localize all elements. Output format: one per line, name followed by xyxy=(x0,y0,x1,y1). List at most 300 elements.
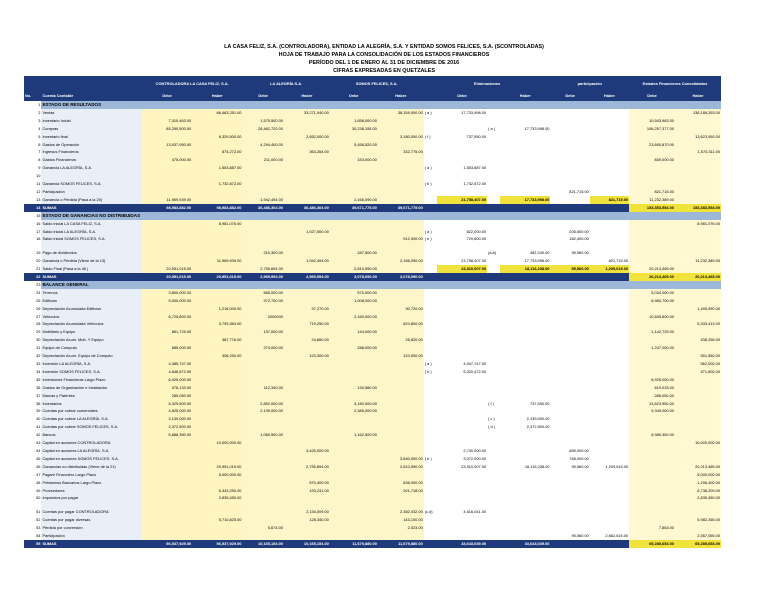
amount-cell xyxy=(284,423,330,431)
account-name: Ganancia o Pérdida (Pasa a la 20) xyxy=(41,196,141,204)
amount-cell xyxy=(142,479,192,487)
amount-cell xyxy=(378,188,424,196)
account-name: Capital en acciones SOMOS FELICES, S.A. xyxy=(41,455,141,463)
reference-cell xyxy=(424,352,437,360)
account-name: Terrenos xyxy=(41,289,141,297)
reference-cell xyxy=(487,344,500,352)
amount-cell: 10,543,963.00 xyxy=(629,117,675,125)
amount-cell: 3,425,000.00 xyxy=(284,447,330,455)
amount-cell xyxy=(242,305,284,313)
account-name: SUMAS xyxy=(41,540,141,548)
amount-cell xyxy=(242,235,284,243)
reference-cell xyxy=(487,540,500,548)
amount-cell xyxy=(629,148,675,156)
amount-cell: 6,738,209.00 xyxy=(675,487,721,495)
amount-cell: 6,925,000.00 xyxy=(142,376,192,384)
amount-cell xyxy=(500,479,550,487)
account-name: Impuestos por pagar xyxy=(41,494,141,502)
amount-cell: 86,463,251.00 xyxy=(192,109,242,117)
reference-cell xyxy=(487,352,500,360)
reference-cell xyxy=(424,265,437,273)
amount-cell xyxy=(142,180,192,188)
reference-cell: ( f ) xyxy=(424,133,437,141)
account-name: Saldo Final (Pasa a la 46 ) xyxy=(41,265,141,273)
amount-cell xyxy=(675,228,721,236)
amount-cell xyxy=(192,196,242,204)
amount-cell xyxy=(675,508,721,516)
row-number: 33 xyxy=(36,361,41,366)
amount-cell: 2,969,994.00 xyxy=(242,273,284,281)
amount-cell xyxy=(500,164,550,172)
amount-cell xyxy=(378,328,424,336)
account-name: Ganancia SOMOS FELICES, S.A. xyxy=(41,180,141,188)
amount-cell xyxy=(629,368,675,376)
group-la-alegria: LA ALEGRÍA S.A. xyxy=(242,76,329,91)
reference-cell xyxy=(487,532,500,540)
amount-cell xyxy=(675,328,721,336)
reference-cell xyxy=(487,439,500,447)
reference-cell xyxy=(487,328,500,336)
table-row xyxy=(24,487,721,495)
row-number: 21 xyxy=(36,266,41,272)
amount-cell xyxy=(378,265,424,273)
table-row xyxy=(24,257,721,265)
col-haber: Haber xyxy=(192,91,242,101)
account-name: Cuentas por pagar CONTROLADORA xyxy=(41,508,141,516)
account-name: Compras xyxy=(41,125,141,133)
column-header xyxy=(24,91,721,101)
table-row xyxy=(24,117,721,125)
account-name: Capital en acciones LA ALEGRÍA, S.A. xyxy=(41,447,141,455)
amount-cell: 2,139,000.00 xyxy=(500,415,550,423)
amount-cell xyxy=(590,133,629,141)
amount-cell xyxy=(284,220,330,228)
amount-cell xyxy=(629,320,675,328)
amount-cell: 18,116,238.00 xyxy=(500,265,550,273)
header-spacer xyxy=(24,76,41,91)
group-consolidados: Estados Financieros Consolidados xyxy=(629,76,721,91)
amount-cell xyxy=(550,257,589,265)
amount-cell xyxy=(142,447,192,455)
amount-cell xyxy=(629,532,675,540)
reference-cell xyxy=(424,392,437,400)
row-number: 17 xyxy=(36,228,41,234)
amount-cell xyxy=(590,471,629,479)
amount-cell: 4,516,041.00 xyxy=(437,508,487,516)
amount-cell xyxy=(330,109,378,117)
amount-cell xyxy=(437,516,487,524)
row-number: 35 xyxy=(36,376,41,382)
amount-cell xyxy=(675,196,721,204)
row-number: 36 xyxy=(36,384,41,390)
amount-cell xyxy=(330,188,378,196)
col-account: Cuenta Contable xyxy=(41,91,141,101)
amount-cell xyxy=(550,148,589,156)
amount-cell: 5,320,472.00 xyxy=(437,368,487,376)
amount-cell xyxy=(629,235,675,243)
reference-cell xyxy=(487,516,500,524)
amount-cell: 382,240.00 xyxy=(500,249,550,257)
amount-cell xyxy=(284,297,330,305)
amount-cell xyxy=(550,376,589,384)
amount-cell: 17,733,998.00 xyxy=(500,196,550,204)
table-row xyxy=(24,344,721,352)
amount-cell xyxy=(500,487,550,495)
table-row xyxy=(24,384,721,392)
amount-cell xyxy=(590,516,629,524)
reference-cell xyxy=(487,384,500,392)
table-row xyxy=(24,109,721,117)
amount-cell xyxy=(378,196,424,204)
amount-cell: 153,383,554.00 xyxy=(675,204,721,212)
amount-cell: 2,134,009.00 xyxy=(284,508,330,516)
amount-cell: 5,674.00 xyxy=(242,524,284,532)
account-name: Pérdida por conversión xyxy=(41,524,141,532)
reference-cell xyxy=(424,148,437,156)
amount-cell: 20,213,465.00 xyxy=(629,265,675,273)
row-number: 24 xyxy=(36,289,41,295)
row-number: 44 xyxy=(36,447,41,453)
amount-cell xyxy=(242,439,284,447)
row-number: 31 xyxy=(36,345,41,351)
amount-cell: 2,759,694.00 xyxy=(242,265,284,273)
amount-cell xyxy=(590,180,629,188)
amount-cell: 1,209,615.00 xyxy=(590,463,629,471)
amount-cell xyxy=(284,188,330,196)
amount-cell xyxy=(675,289,721,297)
amount-cell xyxy=(378,439,424,447)
amount-cell xyxy=(284,125,330,133)
row-number: 28 xyxy=(36,321,41,327)
col-ref xyxy=(424,91,437,101)
table-row xyxy=(24,431,721,439)
table-row xyxy=(24,368,721,376)
amount-cell xyxy=(500,532,550,540)
amount-cell: 285,050.00 xyxy=(629,392,675,400)
col-debe: Debe xyxy=(142,91,192,101)
amount-cell xyxy=(330,180,378,188)
amount-cell xyxy=(500,439,550,447)
reference-cell xyxy=(487,148,500,156)
amount-cell xyxy=(378,407,424,415)
account-name: Inversión LA ALEGRÍA, S.A. xyxy=(41,360,141,368)
amount-cell xyxy=(590,439,629,447)
amount-cell xyxy=(242,148,284,156)
table-row xyxy=(24,524,721,532)
amount-cell: 4,947,747.00 xyxy=(437,360,487,368)
reference-cell xyxy=(424,220,437,228)
amount-cell: 153,000.00 xyxy=(330,156,378,164)
reference-cell xyxy=(487,305,500,313)
amount-cell: 8,329,500.00 xyxy=(142,400,192,408)
amount-cell xyxy=(437,156,487,164)
reference-cell xyxy=(424,257,437,265)
amount-cell xyxy=(378,164,424,172)
amount-cell: 20,213,465.00 xyxy=(629,273,675,281)
amount-cell xyxy=(550,141,589,149)
amount-cell: 287,500.00 xyxy=(330,249,378,257)
reference-cell xyxy=(424,156,437,164)
amount-cell xyxy=(378,289,424,297)
amount-cell xyxy=(500,180,550,188)
amount-cell xyxy=(500,447,550,455)
amount-cell xyxy=(242,423,284,431)
row-number: 41 xyxy=(36,424,41,430)
amount-cell xyxy=(142,336,192,344)
amount-cell xyxy=(437,141,487,149)
amount-cell xyxy=(629,487,675,495)
column-group-header xyxy=(24,76,721,91)
reference-cell xyxy=(424,196,437,204)
amount-cell: 4,294,400.00 xyxy=(242,141,284,149)
amount-cell xyxy=(629,220,675,228)
account-name: Cuentas por cobrar SOMOS FELICES, S.A. xyxy=(41,423,141,431)
amount-cell xyxy=(675,297,721,305)
amount-cell xyxy=(437,344,487,352)
reference-cell xyxy=(487,360,500,368)
reference-cell xyxy=(424,384,437,392)
amount-cell xyxy=(378,368,424,376)
amount-cell: 2,023.00 xyxy=(378,524,424,532)
amount-cell xyxy=(550,423,589,431)
amount-cell xyxy=(675,415,721,423)
amount-cell: 23,690,870.00 xyxy=(629,141,675,149)
amount-cell xyxy=(500,289,550,297)
amount-cell xyxy=(192,368,242,376)
amount-cell xyxy=(550,368,589,376)
amount-cell: 138,189,293.00 xyxy=(675,109,721,117)
amount-cell xyxy=(550,494,589,502)
reference-cell xyxy=(487,487,500,495)
table-row xyxy=(24,447,721,455)
reference-cell: ( b ) xyxy=(424,235,437,243)
amount-cell: 95,560.00 xyxy=(550,532,589,540)
amount-cell xyxy=(437,172,487,180)
amount-cell: 4,825,000.00 xyxy=(142,407,192,415)
amount-cell: 3,793,363.00 xyxy=(192,320,242,328)
table-row xyxy=(24,265,721,273)
row-number: 14 xyxy=(24,204,41,212)
amount-cell xyxy=(500,352,550,360)
amount-cell xyxy=(500,384,550,392)
amount-cell: 20,951,015.00 xyxy=(142,273,192,281)
amount-cell xyxy=(550,196,589,204)
reference-cell xyxy=(424,313,437,321)
amount-cell: 2,139,000.00 xyxy=(242,407,284,415)
amount-cell xyxy=(378,172,424,180)
amount-cell xyxy=(142,305,192,313)
amount-cell: 39,671,775.00 xyxy=(330,204,378,212)
row-number: 49 xyxy=(36,487,41,493)
amount-cell xyxy=(437,415,487,423)
amount-cell: 719,250.00 xyxy=(284,320,330,328)
account-name: SUMAS xyxy=(41,204,141,212)
amount-cell xyxy=(590,328,629,336)
reference-cell xyxy=(424,532,437,540)
amount-cell xyxy=(590,141,629,149)
amount-cell xyxy=(590,320,629,328)
amount-cell xyxy=(437,352,487,360)
reference-cell xyxy=(487,117,500,125)
amount-cell xyxy=(550,415,589,423)
amount-cell xyxy=(437,249,487,257)
reference-cell: ( b ) xyxy=(424,455,437,463)
amount-cell xyxy=(284,265,330,273)
reference-cell: ( a ) xyxy=(424,109,437,117)
amount-cell xyxy=(675,423,721,431)
reference-cell xyxy=(424,328,437,336)
row-number: 10 xyxy=(36,173,41,179)
amount-cell xyxy=(142,172,192,180)
reference-cell: (c,d) xyxy=(424,508,437,516)
amount-cell xyxy=(550,320,589,328)
amount-cell: 1,658,000.00 xyxy=(330,117,378,125)
amount-cell: 861,725.00 xyxy=(142,328,192,336)
amount-cell xyxy=(550,344,589,352)
amount-cell: 36,486,304.00 xyxy=(242,204,284,212)
reference-cell xyxy=(424,487,437,495)
amount-cell xyxy=(437,204,487,212)
row-number: 15 xyxy=(36,212,41,218)
amount-cell xyxy=(500,471,550,479)
amount-cell: 95,560.00 xyxy=(550,463,589,471)
amount-cell: 130,560.00 xyxy=(330,384,378,392)
row-number: 16 xyxy=(36,220,41,226)
amount-cell: 821,715.00 xyxy=(550,188,589,196)
amount-cell xyxy=(284,156,330,164)
amount-cell xyxy=(437,479,487,487)
sums-row xyxy=(24,204,721,212)
amount-cell xyxy=(242,336,284,344)
amount-cell xyxy=(629,133,675,141)
row-number: 7 xyxy=(38,149,41,155)
amount-cell xyxy=(550,524,589,532)
amount-cell xyxy=(590,235,629,243)
amount-cell xyxy=(675,156,721,164)
reference-cell xyxy=(424,431,437,439)
group-somos-felices: SOMOS FELICES, S.A. xyxy=(330,76,424,91)
amount-cell xyxy=(378,415,424,423)
amount-cell xyxy=(142,320,192,328)
table-row xyxy=(24,508,721,516)
amount-cell: 23,310,007.00 xyxy=(437,265,487,273)
row-number: 18 xyxy=(36,236,41,242)
reference-cell: ( b ) xyxy=(424,180,437,188)
row-number: 47 xyxy=(36,471,41,477)
reference-cell: (a,b) xyxy=(487,249,500,257)
amount-cell xyxy=(142,524,192,532)
amount-cell: 182,400.00 xyxy=(550,235,589,243)
amount-cell: 128,340.00 xyxy=(284,516,330,524)
amount-cell xyxy=(675,141,721,149)
amount-cell xyxy=(142,532,192,540)
amount-cell xyxy=(629,508,675,516)
account-name: Inversión SOMOS FELICES, S.A. xyxy=(41,368,141,376)
account-name: Cuentas por pagar diversas xyxy=(41,516,141,524)
table-row xyxy=(24,196,721,204)
row-number: 39 xyxy=(36,408,41,414)
amount-cell xyxy=(590,376,629,384)
amount-cell: 570,400.00 xyxy=(284,479,330,487)
amount-cell xyxy=(284,400,330,408)
amount-cell xyxy=(330,368,378,376)
amount-cell xyxy=(590,431,629,439)
amount-cell xyxy=(242,109,284,117)
amount-cell xyxy=(590,289,629,297)
amount-cell xyxy=(142,463,192,471)
amount-cell xyxy=(192,172,242,180)
amount-cell: 9,349,000.00 xyxy=(629,407,675,415)
reference-cell: ( a ) xyxy=(424,164,437,172)
amount-cell xyxy=(192,524,242,532)
reference-cell xyxy=(424,479,437,487)
amount-cell: 822,000.00 xyxy=(437,228,487,236)
amount-cell xyxy=(242,220,284,228)
amount-cell xyxy=(378,360,424,368)
reference-cell xyxy=(424,297,437,305)
table-row xyxy=(24,133,721,141)
col-ref xyxy=(487,91,500,101)
account-name: Ganancia LA ALEGRÍA, S.A. xyxy=(41,164,141,172)
table-row xyxy=(24,360,721,368)
reference-cell xyxy=(487,297,500,305)
reference-cell xyxy=(424,172,437,180)
amount-cell xyxy=(378,532,424,540)
col-haber: Haber xyxy=(590,91,629,101)
amount-cell: 21,758,407.00 xyxy=(437,257,487,265)
reference-cell xyxy=(487,273,500,281)
amount-cell xyxy=(550,392,589,400)
amount-cell xyxy=(378,297,424,305)
amount-cell: 5,333,413.00 xyxy=(675,320,721,328)
group-participacion: participación xyxy=(550,76,629,91)
amount-cell: 11,969,939.00 xyxy=(192,257,242,265)
amount-cell xyxy=(675,431,721,439)
account-name: BALANCE GENERAL xyxy=(41,281,721,289)
amount-cell xyxy=(192,156,242,164)
amount-cell xyxy=(590,384,629,392)
amount-cell xyxy=(284,164,330,172)
amount-cell xyxy=(550,400,589,408)
row-number: 40 xyxy=(36,416,41,422)
table-row xyxy=(24,220,721,228)
amount-cell: 1,553,887.00 xyxy=(437,164,487,172)
amount-cell xyxy=(437,407,487,415)
amount-cell xyxy=(500,109,550,117)
amount-cell: 2,166,090.00 xyxy=(330,196,378,204)
amount-cell: 3,840,000.00 xyxy=(378,455,424,463)
amount-cell xyxy=(242,180,284,188)
amount-cell: 2,385,000.00 xyxy=(330,407,378,415)
account-name: Bancos xyxy=(41,431,141,439)
amount-cell xyxy=(437,148,487,156)
reference-cell xyxy=(487,463,500,471)
amount-cell xyxy=(550,439,589,447)
amount-cell: 1,732,872.00 xyxy=(192,180,242,188)
amount-cell xyxy=(192,249,242,257)
amount-cell xyxy=(500,368,550,376)
amount-cell xyxy=(629,423,675,431)
amount-cell xyxy=(192,297,242,305)
amount-cell xyxy=(330,455,378,463)
amount-cell xyxy=(550,328,589,336)
amount-cell: 13,623,950.00 xyxy=(675,133,721,141)
account-name: Depreciación Acum. Equipo de Computo xyxy=(41,352,141,360)
amount-cell xyxy=(550,164,589,172)
amount-cell: 153,353,554.00 xyxy=(629,204,675,212)
amount-cell: 1,575,500.00 xyxy=(242,117,284,125)
amount-cell: 193,241.00 xyxy=(284,487,330,495)
